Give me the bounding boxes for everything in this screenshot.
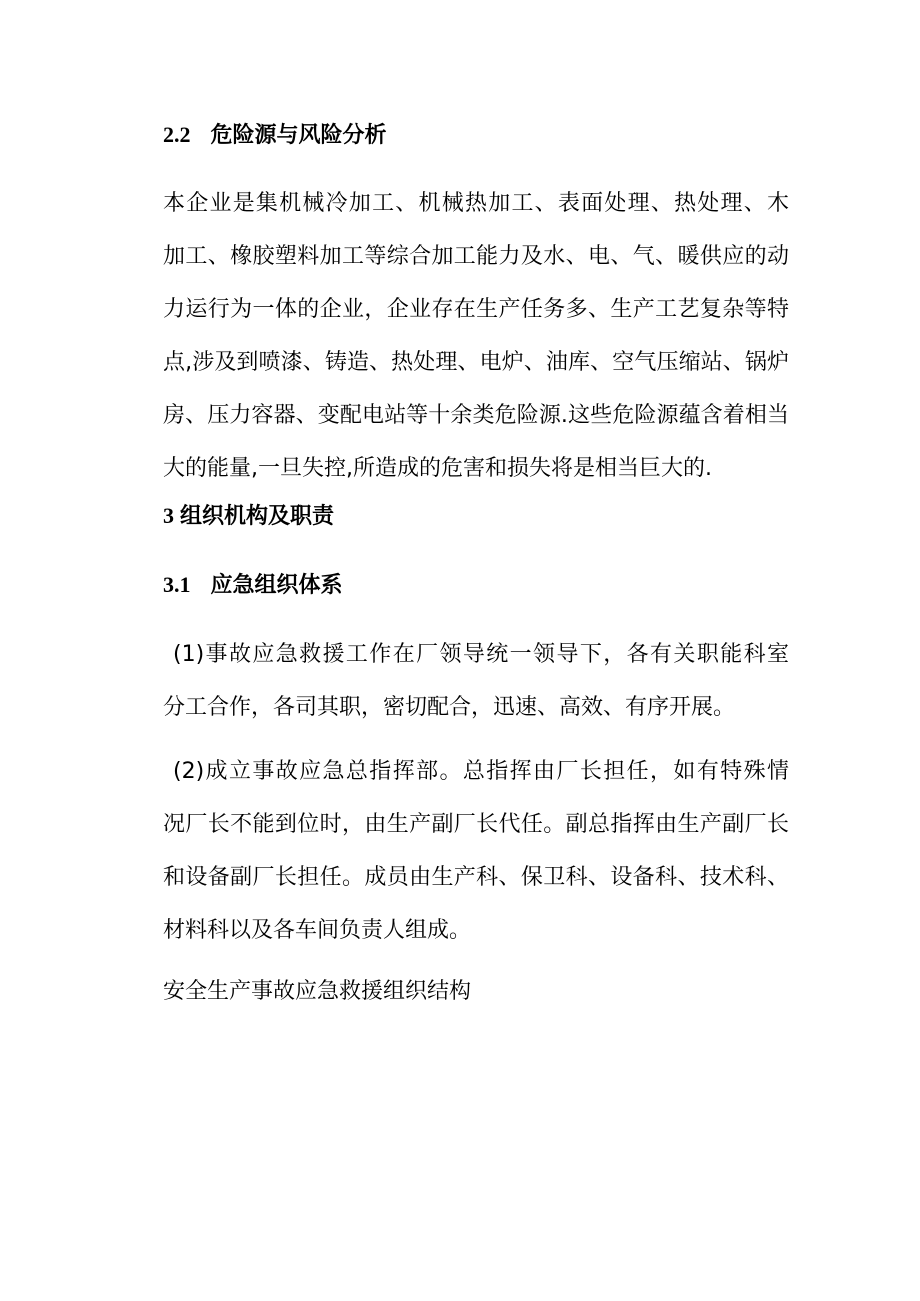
section-number: 3 (163, 503, 174, 528)
paragraph-line: 分工合作，各司其职，密切配合，迅速、高效、有序开展。 (163, 695, 736, 720)
paragraph-item-2 (163, 745, 803, 957)
paragraph-line: (2)成立事故应急总指挥部。总指挥由厂长担任，如有特殊情 (173, 759, 789, 784)
paragraph-line: 大的能量,一旦失控,所造成的危害和损失将是相当巨大的. (163, 456, 712, 481)
section-title: 危险源与风险分析 (210, 123, 387, 148)
paragraph-hazards (163, 177, 803, 495)
paragraph-line: 和设备副厂长担任。成员由生产科、保卫科、设备科、技术科、 (163, 865, 789, 890)
org-structure-caption (163, 965, 803, 1018)
section-number: 2.2 (163, 122, 191, 147)
paragraph-line: 力运行为一体的企业，企业存在生产任务多、生产工艺复杂等特 (163, 297, 789, 322)
paragraph-line: 加工、橡胶塑料加工等综合加工能力及水、电、气、暖供应的动 (163, 244, 789, 269)
paragraph-item-1 (163, 628, 803, 734)
section-heading-3 (163, 501, 334, 532)
paragraph-line: (1)事故应急救援工作在厂领导统一领导下，各有关职能科室 (173, 642, 789, 667)
paragraph-line: 房、压力容器、变配电站等十余类危险源.这些危险源蕴含着相当 (163, 403, 789, 428)
paragraph-line: 况厂长不能到位时，由生产副厂长代任。副总指挥由生产副厂长 (163, 812, 789, 837)
section-title: 组织机构及职责 (180, 504, 335, 529)
paragraph-line: 本企业是集机械冷加工、机械热加工、表面处理、热处理、木 (163, 191, 789, 216)
caption-text: 安全生产事故应急救援组织结构 (163, 979, 472, 1004)
section-heading-2-2 (163, 120, 387, 151)
paragraph-line: 点,涉及到喷漆、铸造、热处理、电炉、油库、空气压缩站、锅炉 (163, 350, 789, 375)
section-number: 3.1 (163, 572, 191, 597)
paragraph-line: 材料科以及各车间负责人组成。 (163, 918, 472, 943)
section-heading-3-1 (163, 570, 343, 601)
section-title: 应急组织体系 (210, 573, 343, 598)
